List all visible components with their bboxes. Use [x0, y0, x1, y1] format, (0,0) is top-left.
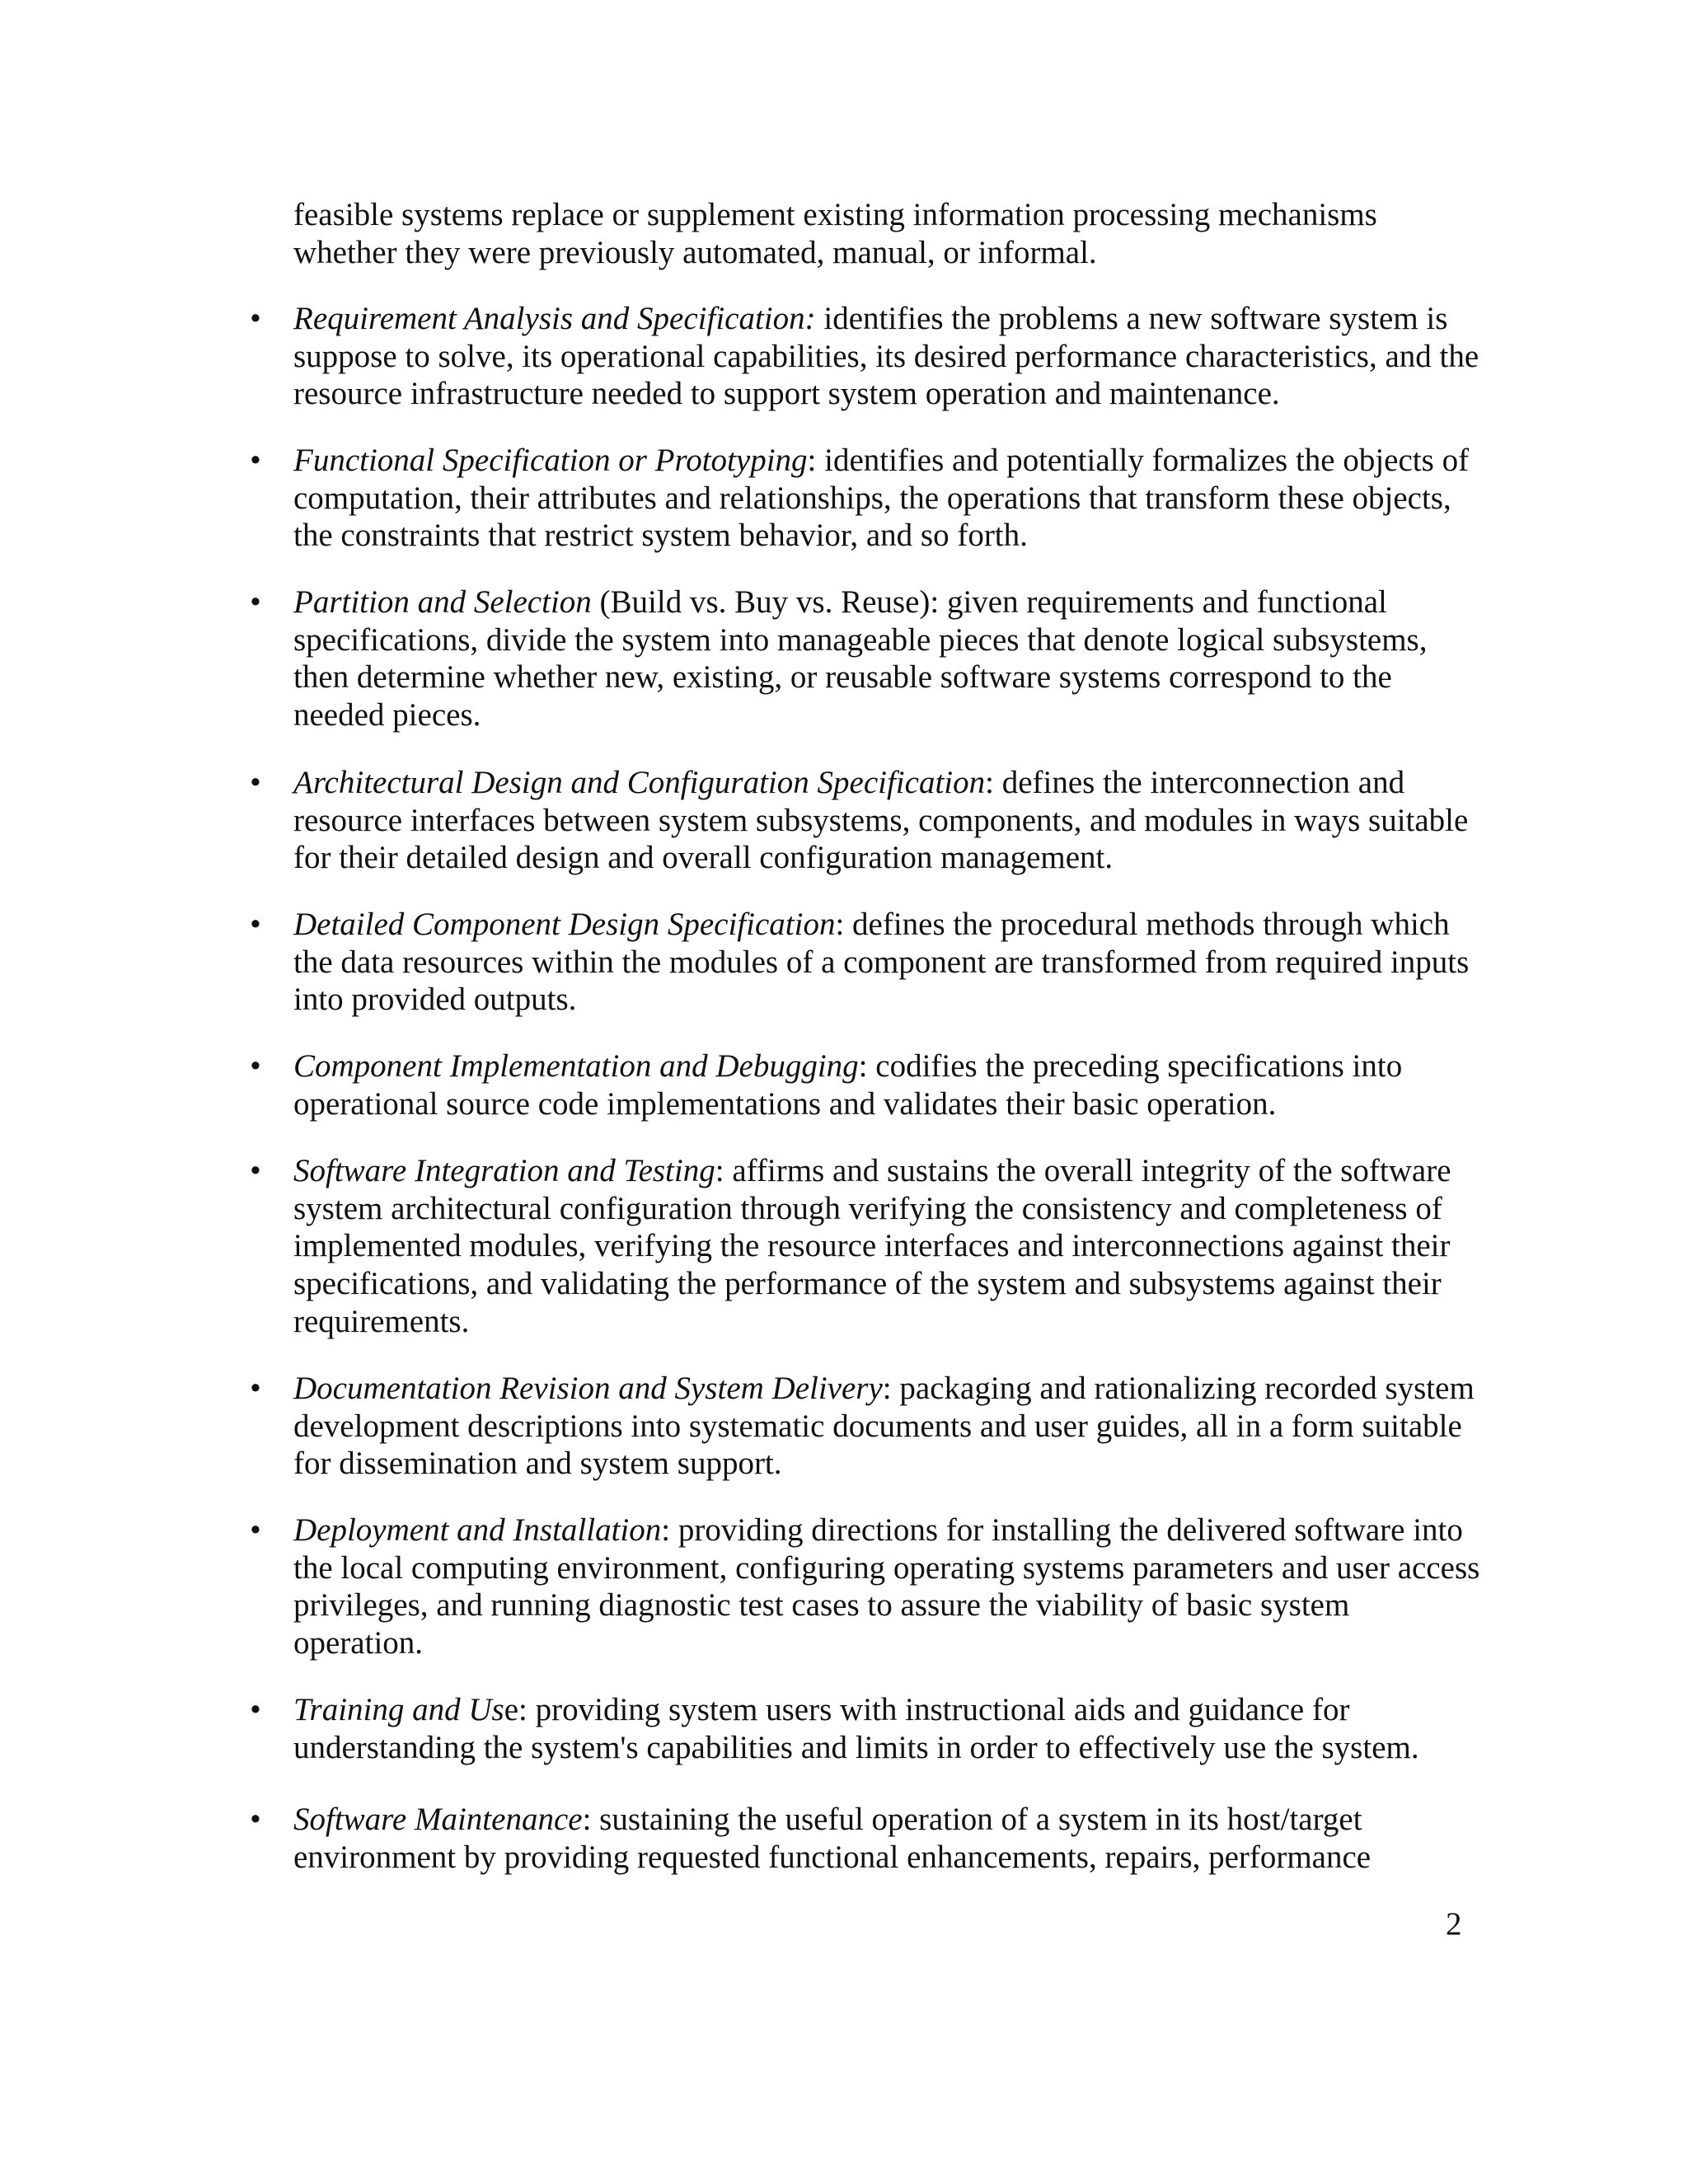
list-item-partition-selection	[250, 583, 1480, 734]
list-item-documentation-revision	[250, 1370, 1480, 1483]
list-item-text: : defines the interconnection and resource interfaces between system subsystems, components, and modules in ways suitable for their detailed design and overall configuration management.	[293, 765, 1469, 876]
bullet-icon: •	[250, 1153, 261, 1188]
list-item-term: Detailed Component Design Specification	[293, 907, 836, 942]
list-item-term: Software Maintenance	[293, 1802, 583, 1837]
list-item-software-integration	[250, 1152, 1480, 1341]
list-item-component-implementation	[250, 1047, 1480, 1122]
bullet-icon: •	[250, 443, 261, 478]
list-item-text: identifies the problems a new software system is suppose to solve, its operational capabilities, its desired performance characteristics, and the resource infrastructure needed to support system operation and maintenance.	[293, 301, 1479, 412]
page-number: 2	[1446, 1906, 1462, 1942]
bullet-icon: •	[250, 1048, 261, 1084]
list-item-term: Functional Specification or Prototyping	[293, 443, 808, 478]
list-item-term: Training and Us	[293, 1692, 504, 1727]
list-item-functional-specification	[250, 442, 1480, 555]
list-item-text: : providing directions for installing the delivered software into the local computing environment, configuring operating systems parameters and user access privileges, and running diagnostic test cases to assure the viability of basic system operation.	[293, 1512, 1480, 1661]
list-item-term: Software Integration and Testing	[293, 1153, 715, 1188]
continuation-line-1: feasible systems replace or supplement existing information processing mechanisms	[293, 197, 1377, 232]
bullet-icon: •	[250, 765, 261, 800]
bullet-icon: •	[250, 907, 261, 942]
bullet-icon: •	[250, 301, 261, 336]
continuation-line-2: whether they were previously automated, manual, or informal.	[293, 235, 1097, 270]
bullet-icon: •	[250, 1802, 261, 1837]
list-item-text: : codifies the preceding specifications into operational source code implementations and validates their basic operation.	[293, 1048, 1403, 1122]
list-item-text: (Build vs. Buy vs. Reuse): given requirements and functional specifications, divide the system into manageable pieces that denote logical subsystems, then determine whether new, existing, or reusable software systems correspond to the needed pieces.	[293, 584, 1428, 733]
list-item-deployment-installation	[250, 1511, 1480, 1662]
list-item-term: Deployment and Installation	[293, 1512, 662, 1548]
list-item-term: Requirement Analysis and Specification:	[293, 301, 816, 336]
bullet-icon: •	[250, 1371, 261, 1406]
list-item-text: : sustaining the useful operation of a system in its host/target environment by providing requested functional enhancements, repairs, performance	[293, 1802, 1372, 1875]
list-item-term: Partition and Selection	[293, 584, 592, 620]
bullet-icon: •	[250, 1692, 261, 1727]
list-item-text: : packaging and rationalizing recorded system development descriptions into systematic documents and user guides, all in a form suitable for dissemination and system support.	[293, 1371, 1475, 1482]
list-item-text: : defines the procedural methods through which the data resources within the modules of a component are transformed from required inputs into provided outputs.	[293, 907, 1470, 1018]
list-item-text: : affirms and sustains the overall integrity of the software system architectural configuration through verifying the consistency and completeness of implemented modules, verifying the resource interfaces and interconnections against their specifications, and validating the performance of the system and subsystems against their requirements.	[293, 1153, 1451, 1339]
bullet-icon: •	[250, 1512, 261, 1548]
list-item-term: Architectural Design and Configuration Specification	[293, 765, 986, 800]
list-item-architectural-design	[250, 764, 1480, 877]
list-item-detailed-component-design	[250, 906, 1480, 1019]
list-item-term: Documentation Revision and System Delivery	[293, 1371, 883, 1406]
list-item-text: : identifies and potentially formalizes the objects of computation, their attributes and relationships, the operations that transform these objects, the constraints that restrict system behavior, and so forth.	[293, 443, 1470, 554]
list-item-text: e: providing system users with instructional aids and guidance for understanding the system's capabilities and limits in order to effectively use the system.	[293, 1692, 1419, 1765]
list-item-software-maintenance	[250, 1801, 1480, 1876]
bullet-icon: •	[250, 584, 261, 620]
list-item-requirement-analysis	[250, 300, 1480, 413]
list-item-term: Component Implementation and Debugging	[293, 1048, 859, 1084]
list-item-training-use	[250, 1691, 1480, 1766]
